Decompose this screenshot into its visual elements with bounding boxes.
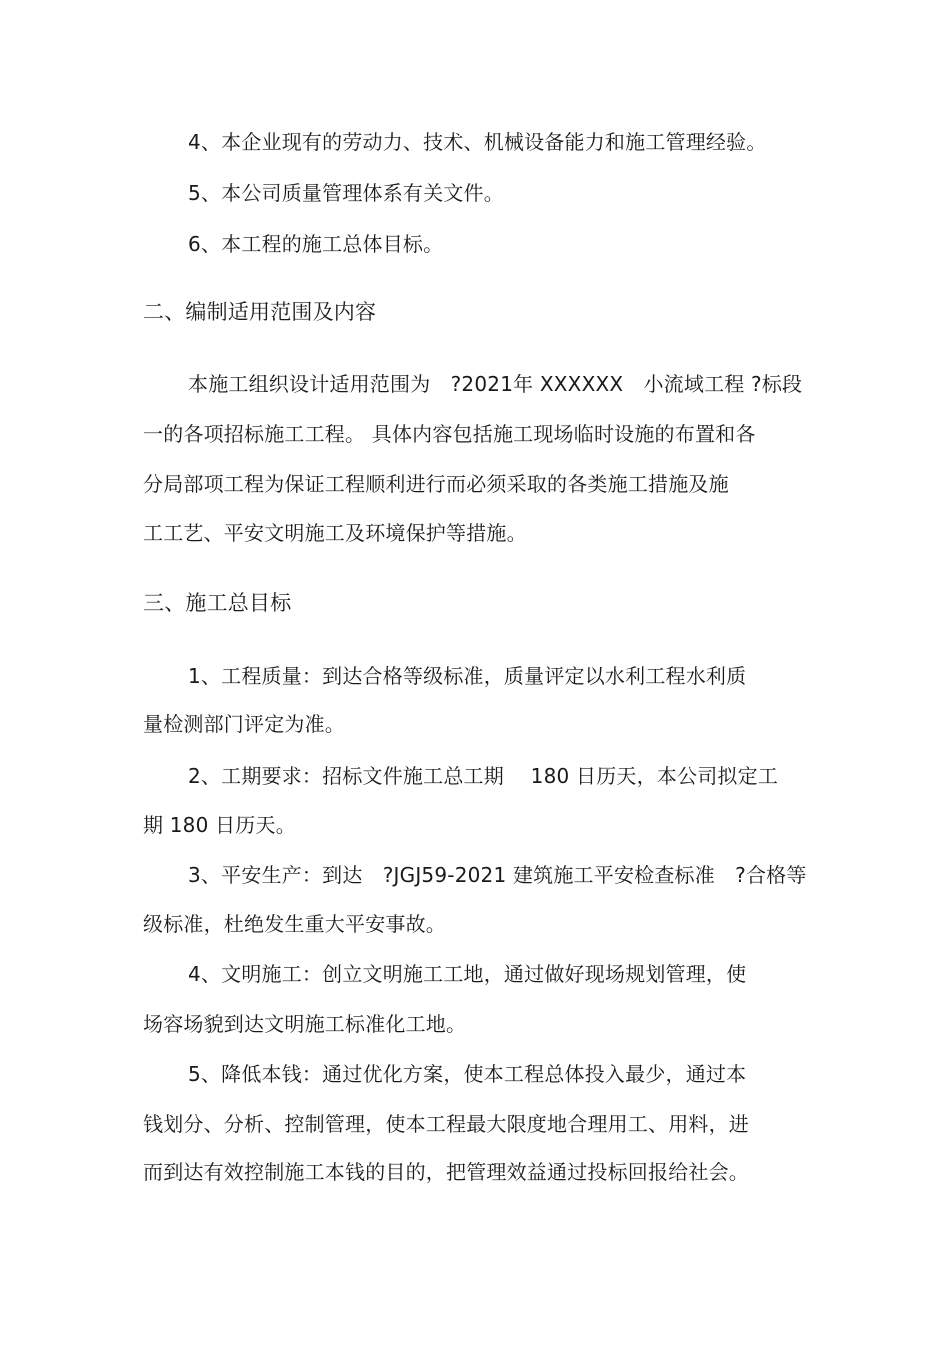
goal-item-schedule-line: 2、工期要求：招标文件施工总工期 180 日历天，本公司拟定工 <box>188 764 779 788</box>
intro-item-4: 4、本企业现有的劳动力、技术、机械设备能力和施工管理经验。 <box>188 130 767 154</box>
section-heading-goals: 三、施工总目标 <box>143 591 292 615</box>
goal-item-safety-line: 级标准，杜绝发生重大平安事故。 <box>143 912 446 936</box>
section-heading-scope: 二、编制适用范围及内容 <box>143 300 377 324</box>
goal-item-safety-line: 3、平安生产：到达 ?JGJ59-2021 建筑施工平安检查标准 ?合格等 <box>188 863 807 887</box>
intro-item-5: 5、本公司质量管理体系有关文件。 <box>188 181 504 205</box>
scope-paragraph-line: 工工艺、平安文明施工及环境保护等措施。 <box>143 521 527 545</box>
goal-item-cost-line: 钱划分、分析、控制管理，使本工程最大限度地合理用工、用料，进 <box>143 1112 749 1136</box>
goal-item-cost-line: 5、降低本钱：通过优化方案，使本工程总体投入最少，通过本 <box>188 1062 747 1086</box>
goal-item-schedule-line: 期 180 日历天。 <box>143 813 296 837</box>
intro-item-6: 6、本工程的施工总体目标。 <box>188 232 444 256</box>
goal-item-civilized-line: 场容场貌到达文明施工标准化工地。 <box>143 1012 467 1036</box>
goal-item-quality-line: 量检测部门评定为准。 <box>143 712 345 736</box>
goal-item-cost-line: 而到达有效控制施工本钱的目的，把管理效益通过投标回报给社会。 <box>143 1160 749 1184</box>
goal-item-civilized-line: 4、文明施工：创立文明施工工地，通过做好现场规划管理，使 <box>188 962 747 986</box>
scope-paragraph-line: 本施工组织设计适用范围为 ?2021年 XXXXXX 小流域工程 ?标段 <box>188 372 803 396</box>
scope-paragraph-line: 一的各项招标施工工程。 具体内容包括施工现场临时设施的布置和各 <box>143 422 756 446</box>
scope-paragraph-line: 分局部项工程为保证工程顺利进行而必须采取的各类施工措施及施 <box>143 472 729 496</box>
goal-item-quality-line: 1、工程质量：到达合格等级标准，质量评定以水利工程水利质 <box>188 664 747 688</box>
